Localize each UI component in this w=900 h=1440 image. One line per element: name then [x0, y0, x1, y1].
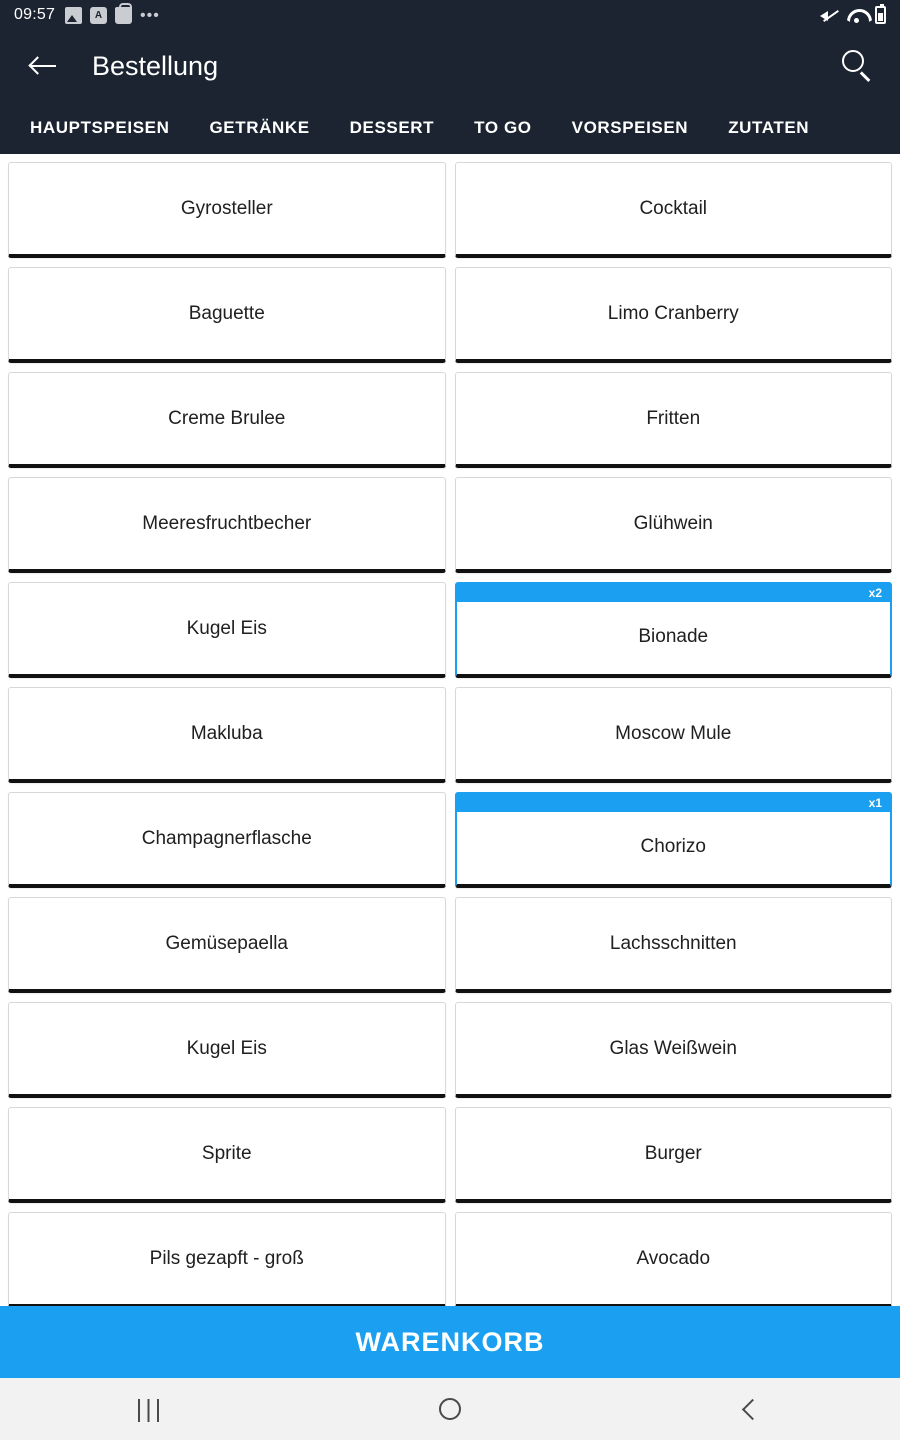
product-card[interactable]: [8, 897, 446, 993]
page-title: Bestellung: [92, 50, 219, 81]
tab-hauptspeisen[interactable]: HAUPTSPEISEN: [30, 117, 170, 137]
recents-icon[interactable]: [110, 1378, 190, 1440]
product-card[interactable]: [455, 267, 893, 363]
product-label: Pils gezapft - groß: [149, 1247, 304, 1269]
product-label: Bionade: [638, 626, 709, 647]
product-card[interactable]: [8, 162, 446, 258]
product-label: Kugel Eis: [186, 617, 267, 639]
quantity-badge: x1: [457, 794, 891, 812]
product-label: Baguette: [188, 302, 265, 324]
product-card[interactable]: [455, 1212, 893, 1306]
product-label: Glühwein: [633, 512, 713, 534]
tab-getraenke[interactable]: GETRÄNKE: [209, 117, 310, 137]
product-card[interactable]: [8, 687, 446, 783]
product-grid: [8, 162, 892, 1306]
product-card[interactable]: [455, 1107, 893, 1203]
status-notification-icons: [65, 7, 160, 24]
tab-zutaten[interactable]: ZUTATEN: [728, 117, 810, 137]
product-label: Cocktail: [639, 197, 708, 219]
product-label: Champagnerflasche: [141, 827, 312, 849]
product-label: Creme Brulee: [168, 407, 286, 429]
status-bar-right: [820, 6, 886, 24]
product-grid-container: [0, 154, 900, 1306]
recents-glyph: |||: [135, 1394, 165, 1423]
product-card[interactable]: [455, 372, 893, 468]
product-card[interactable]: [8, 1212, 446, 1306]
product-card[interactable]: [8, 792, 446, 888]
product-label: Kugel Eis: [186, 1037, 267, 1059]
status-time: 09:57: [14, 6, 56, 23]
back-arrow-icon[interactable]: [26, 48, 62, 84]
warenkorb-button[interactable]: WARENKORB: [0, 1306, 900, 1378]
product-card[interactable]: [8, 372, 446, 468]
product-card[interactable]: [8, 1107, 446, 1203]
product-card[interactable]: [8, 1002, 446, 1098]
product-label: Lachsschnitten: [609, 932, 737, 954]
photo-icon: [65, 7, 82, 24]
product-card[interactable]: [8, 267, 446, 363]
product-card[interactable]: [455, 162, 893, 258]
product-card[interactable]: [8, 477, 446, 573]
product-label: Gemüsepaella: [165, 932, 289, 954]
bag-icon: [115, 7, 132, 24]
product-label: Makluba: [190, 722, 263, 744]
product-label: Gyrosteller: [180, 197, 273, 219]
system-nav-bar: [0, 1378, 900, 1440]
product-label: Sprite: [201, 1142, 252, 1164]
search-icon[interactable]: [836, 45, 878, 87]
product-label: Burger: [644, 1142, 702, 1164]
product-label: Avocado: [636, 1247, 711, 1269]
product-label: Meeresfruchtbecher: [142, 512, 312, 534]
home-icon[interactable]: [410, 1378, 490, 1440]
product-label: Chorizo: [640, 836, 706, 857]
product-label: Limo Cranberry: [607, 302, 739, 324]
product-card[interactable]: [455, 687, 893, 783]
product-card[interactable]: [8, 582, 446, 678]
battery-icon: [875, 6, 886, 24]
more-icon: •••: [140, 6, 160, 24]
product-label: Fritten: [646, 407, 701, 429]
product-card-selected[interactable]: [455, 582, 893, 678]
tab-to-go[interactable]: TO GO: [474, 117, 532, 137]
product-card-selected[interactable]: [455, 792, 893, 888]
wifi-icon: [847, 8, 866, 22]
product-card[interactable]: [455, 1002, 893, 1098]
tab-vorspeisen[interactable]: VORSPEISEN: [571, 117, 689, 137]
product-label: Moscow Mule: [615, 722, 732, 744]
app-icon: A: [90, 7, 107, 24]
product-card[interactable]: [455, 477, 893, 573]
nav-back-icon[interactable]: [710, 1378, 790, 1440]
product-label: Glas Weißwein: [609, 1037, 737, 1059]
app-bar: [0, 30, 900, 102]
category-tab-bar[interactable]: [0, 102, 900, 154]
status-bar: [0, 0, 900, 30]
status-bar-left: [14, 6, 160, 24]
tab-dessert[interactable]: DESSERT: [349, 117, 435, 137]
quantity-badge: x2: [457, 584, 891, 602]
mute-icon: [820, 7, 838, 24]
product-card[interactable]: [455, 897, 893, 993]
